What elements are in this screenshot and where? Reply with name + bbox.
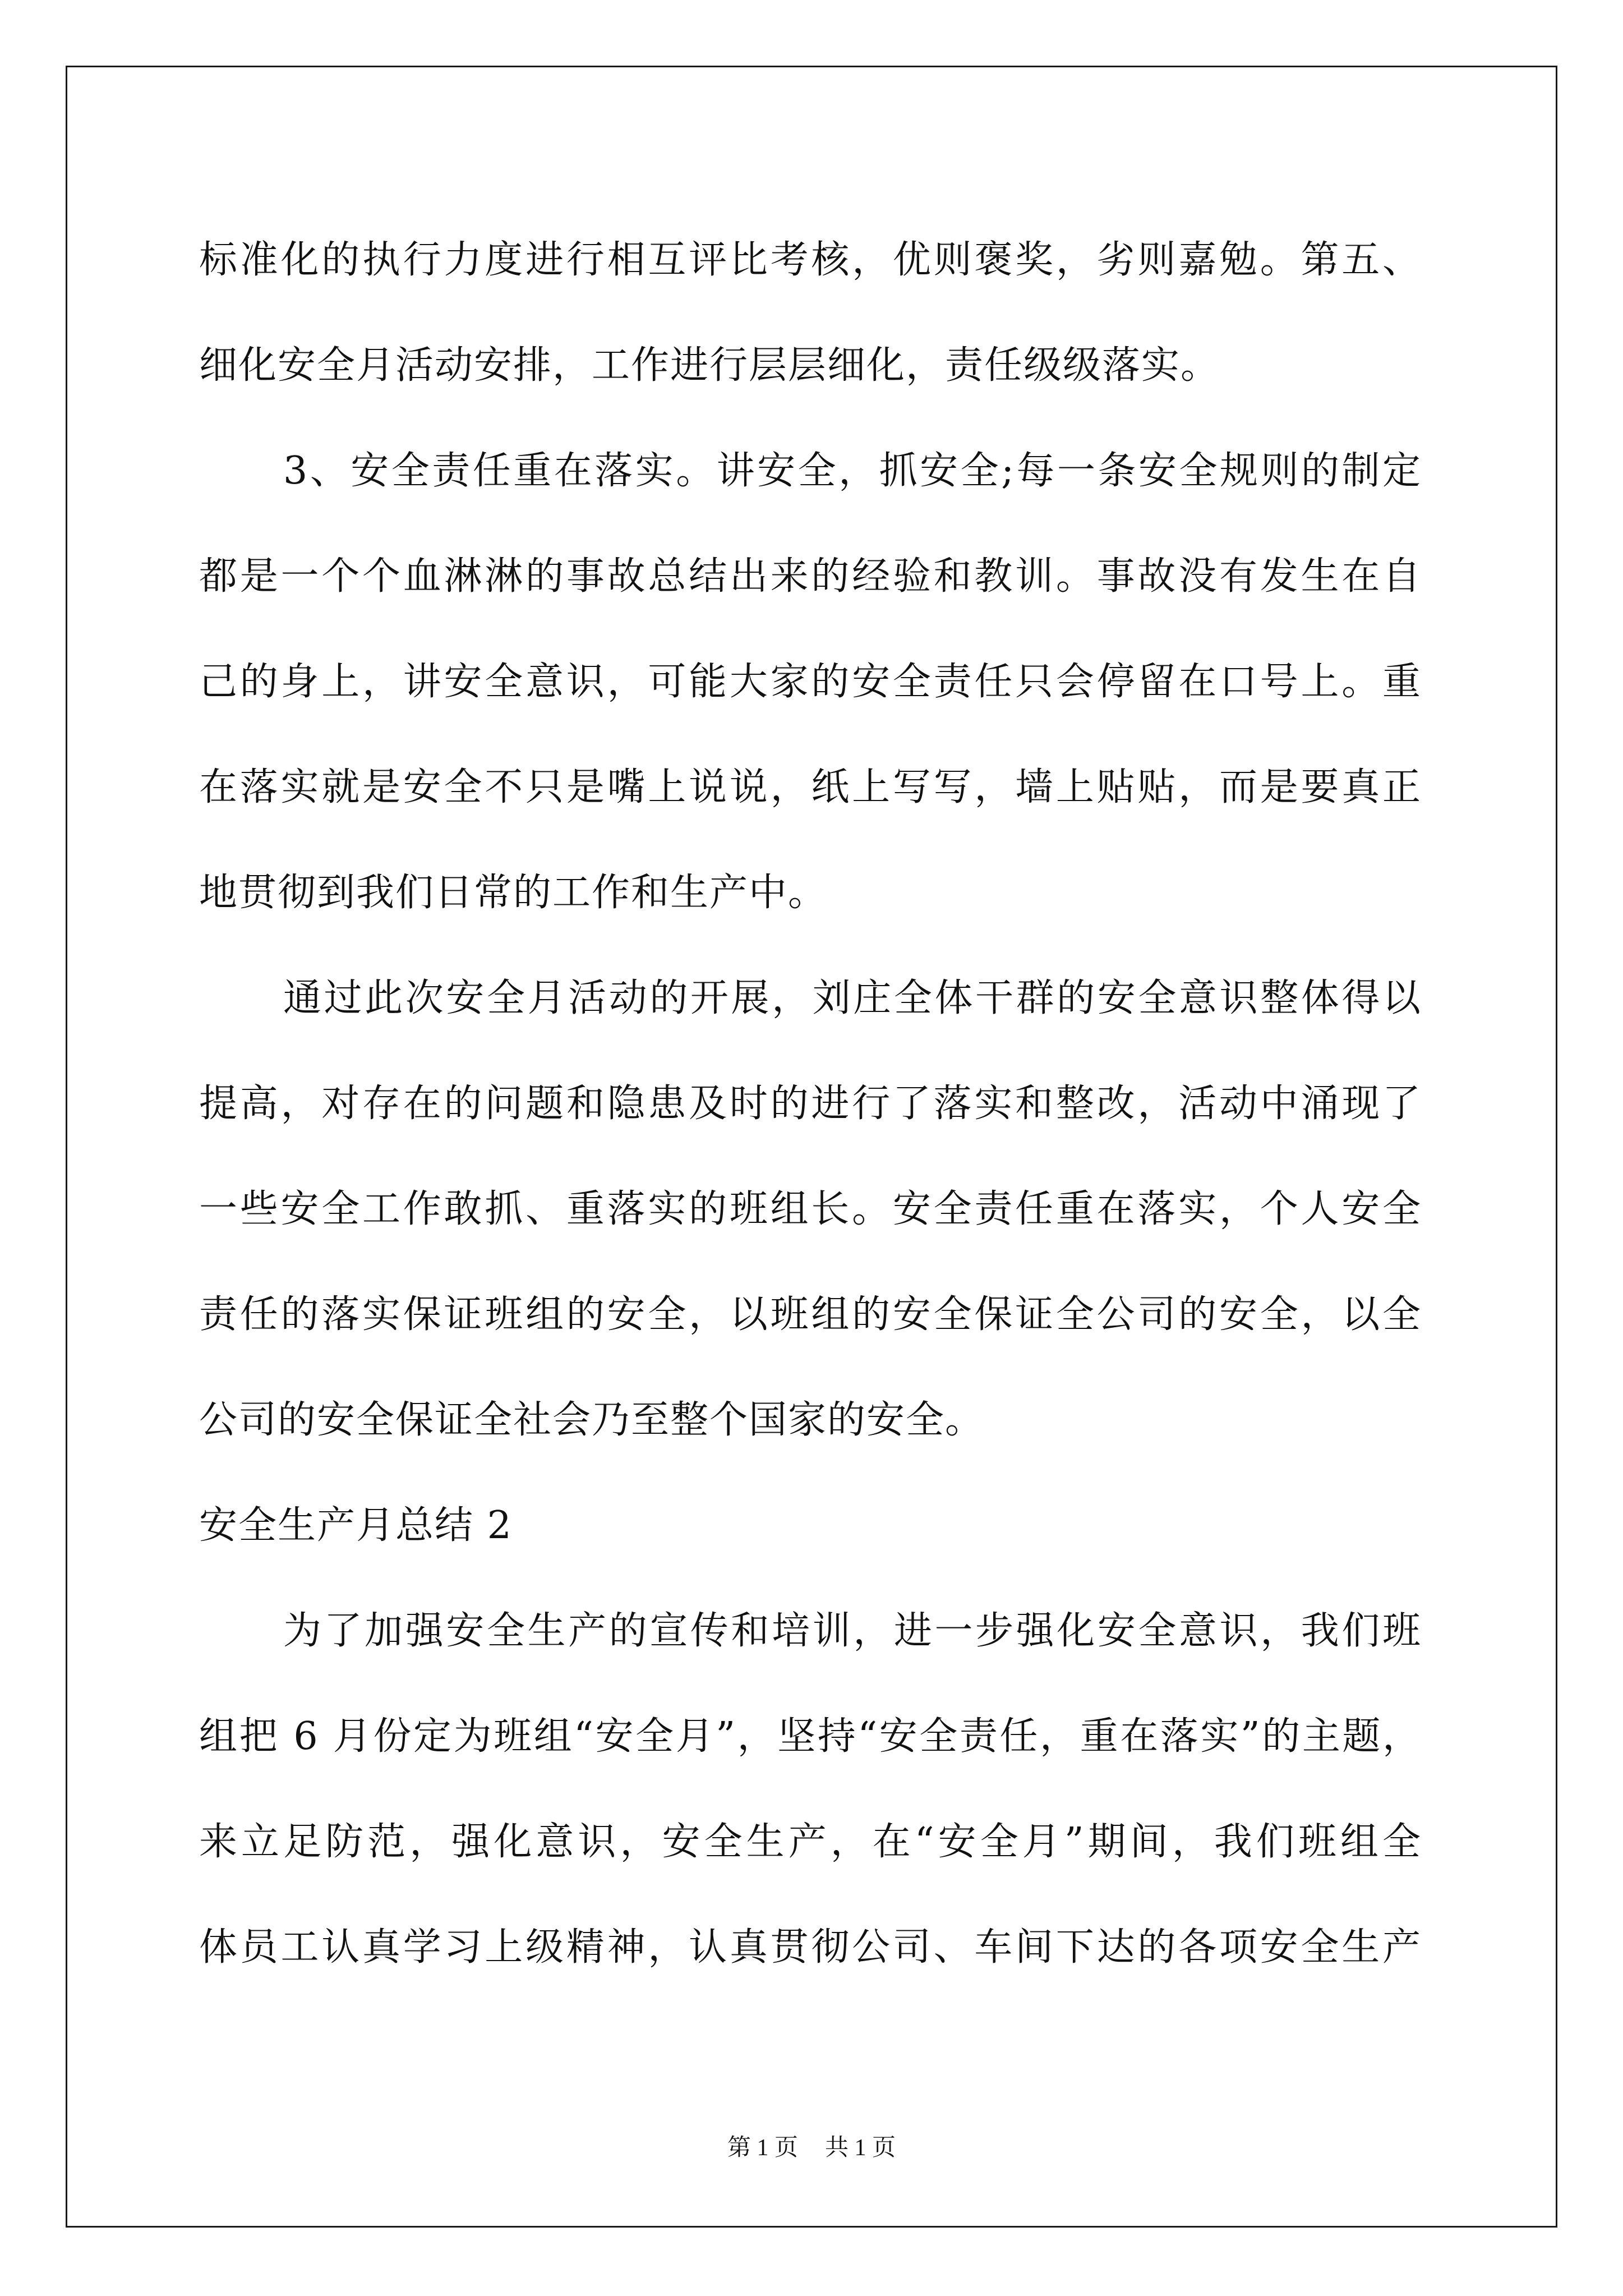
text-line: 标准化的执行力度进行相互评比考核，优则褒奖，劣则嘉勉。第五、 (199, 238, 1422, 282)
text-line: 公司的安全保证全社会乃至整个国家的安全。 (199, 1398, 985, 1442)
page-number: 第 1 页 (727, 2135, 798, 2161)
section-heading: 安全生产月总结 2 (199, 1503, 513, 1548)
text-line: 细化安全月活动安排，工作进行层层细化，责任级级落实。 (199, 343, 1220, 388)
document-body (199, 208, 1422, 2000)
text-line: 在落实就是安全不只是嘴上说说，纸上写写，墙上贴贴，而是要真正 (199, 765, 1422, 809)
text-line: 责任的落实保证班组的安全，以班组的安全保证全公司的安全，以全 (199, 1292, 1422, 1337)
text-line: 都是一个个血淋淋的事故总结出来的经验和教训。事故没有发生在自 (199, 554, 1422, 599)
text-line: 提高，对存在的问题和隐患及时的进行了落实和整改，活动中涌现了 (199, 1082, 1422, 1126)
text-line: 地贯彻到我们日常的工作和生产中。 (199, 871, 828, 915)
text-line: 3、安全责任重在落实。讲安全，抓安全;每一条安全规则的制定 (283, 449, 1422, 493)
page-footer (0, 2129, 1623, 2162)
text-line: 组把 6 月份定为班组“安全月”，坚持“安全责任，重在落实”的主题， (199, 1714, 1422, 1759)
page-total: 共 1 页 (825, 2135, 896, 2161)
text-line: 体员工认真学习上级精神，认真贯彻公司、车间下达的各项安全生产 (199, 1925, 1422, 1970)
text-line: 通过此次安全月活动的开展，刘庄全体干群的安全意识整体得以 (283, 976, 1422, 1020)
text-line: 为了加强安全生产的宣传和培训，进一步强化安全意识，我们班 (283, 1609, 1422, 1653)
text-line: 己的身上，讲安全意识，可能大家的安全责任只会停留在口号上。重 (199, 660, 1422, 704)
text-line: 来立足防范，强化意识，安全生产，在“安全月”期间，我们班组全 (199, 1820, 1422, 1864)
text-line: 一些安全工作敢抓、重落实的班组长。安全责任重在落实，个人安全 (199, 1187, 1422, 1231)
